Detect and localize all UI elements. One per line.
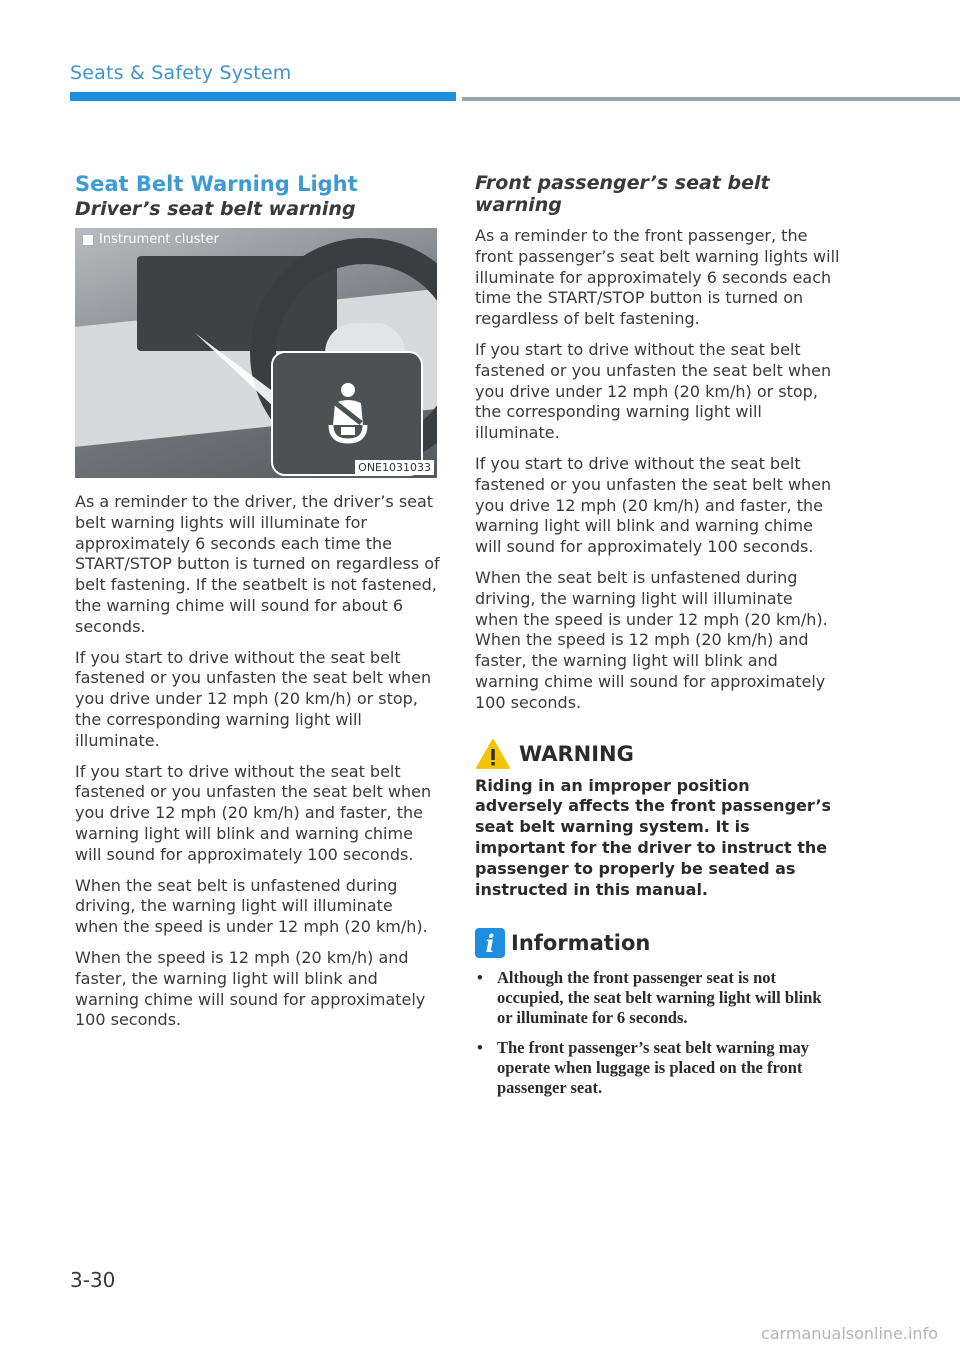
information-list [475, 968, 840, 1098]
warning-light-callout [271, 351, 423, 476]
warning-text: Riding in an improper position adversely affects the front passenger’s seat belt warning system. It is important for the driver to instruct the passenger to properly be seated as instructed in this manual. [475, 775, 832, 899]
driver-paragraph: When the seat belt is unfastened during driving, the warning light will illuminate when the speed is under 12 mph (20 km/h). [75, 875, 428, 937]
right-column [475, 172, 840, 1108]
watermark: carmanualsonline.info [760, 1324, 938, 1343]
warning-heading [475, 738, 840, 770]
driver-paragraph: If you start to drive without the seat belt fastened or you unfasten the seat belt when you drive 12 mph (20 km/h) and faster, the warning light will blink and warning chime will sound for approximately 100 seconds. [75, 761, 432, 864]
driver-belt-subtitle: Driver’s seat belt warning [75, 198, 356, 220]
label-square-icon [83, 235, 93, 245]
figure-label [83, 232, 219, 247]
information-heading [475, 928, 840, 958]
driver-paragraph: If you start to drive without the seat belt fastened or you unfasten the seat belt when you drive under 12 mph (20 km/h) or stop, the corresponding warning light will illuminate. [75, 647, 432, 750]
instrument-cluster-figure [75, 228, 437, 478]
list-item: • Although the front passenger seat is not occupied, the seat belt warning light will blink or illuminate for 6 seconds. [475, 968, 840, 1028]
information-label: Information [511, 931, 651, 956]
warning-triangle-icon [475, 738, 511, 770]
passenger-paragraph: If you start to drive without the seat belt fastened or you unfasten the seat belt when you drive under 12 mph (20 km/h) or stop, the corresponding warning light will illuminate. [475, 339, 832, 443]
passenger-belt-subtitle: Front passenger’s seat belt warning [475, 172, 770, 216]
information-icon: i [475, 928, 505, 958]
figure-label-text: Instrument cluster [99, 232, 219, 247]
passenger-paragraph: When the seat belt is unfastened during driving, the warning light will illuminate when the speed is under 12 mph (20 km/h). When the speed is 12 mph (20 km/h) and faster, the warning light will blink and warning chime will sound for approximately 100 seconds. [475, 567, 828, 712]
warning-label: WARNING [519, 741, 634, 766]
list-item: • The front passenger’s seat belt warning may operate when luggage is placed on the front passenger seat. [475, 1038, 840, 1098]
header-title: Seats & Safety System [70, 62, 292, 84]
driver-paragraph: When the speed is 12 mph (20 km/h) and faster, the warning light will blink and warning chime will sound for approximately 100 seconds. [75, 947, 426, 1030]
figure-code: ONE1031033 [355, 460, 434, 475]
header-rule-gray [462, 97, 960, 101]
passenger-paragraph: As a reminder to the front passenger, the front passenger’s seat belt warning lights will illuminate for approximately 6 seconds each time the START/STOP button is turned on regardless of belt fastening. [475, 226, 840, 329]
header-rule-blue [70, 92, 456, 101]
section-title: Seat Belt Warning Light [75, 172, 358, 196]
seat-belt-warning-icon [323, 381, 373, 445]
driver-paragraph: As a reminder to the driver, the driver’s seat belt warning lights will illuminate for approximately 6 seconds each time the START/STOP button is turned on regardless of belt fastening. If the seatbelt is not fastened, the warning chime will sound for about 6 seconds. [75, 492, 440, 636]
left-column [75, 172, 440, 1041]
page-number: 3-30 [70, 1268, 116, 1292]
passenger-paragraph: If you start to drive without the seat belt fastened or you unfasten the seat belt when you drive 12 mph (20 km/h) and faster, the warning light will blink and warning chime will sound for approximately 100 seconds. [475, 453, 832, 557]
